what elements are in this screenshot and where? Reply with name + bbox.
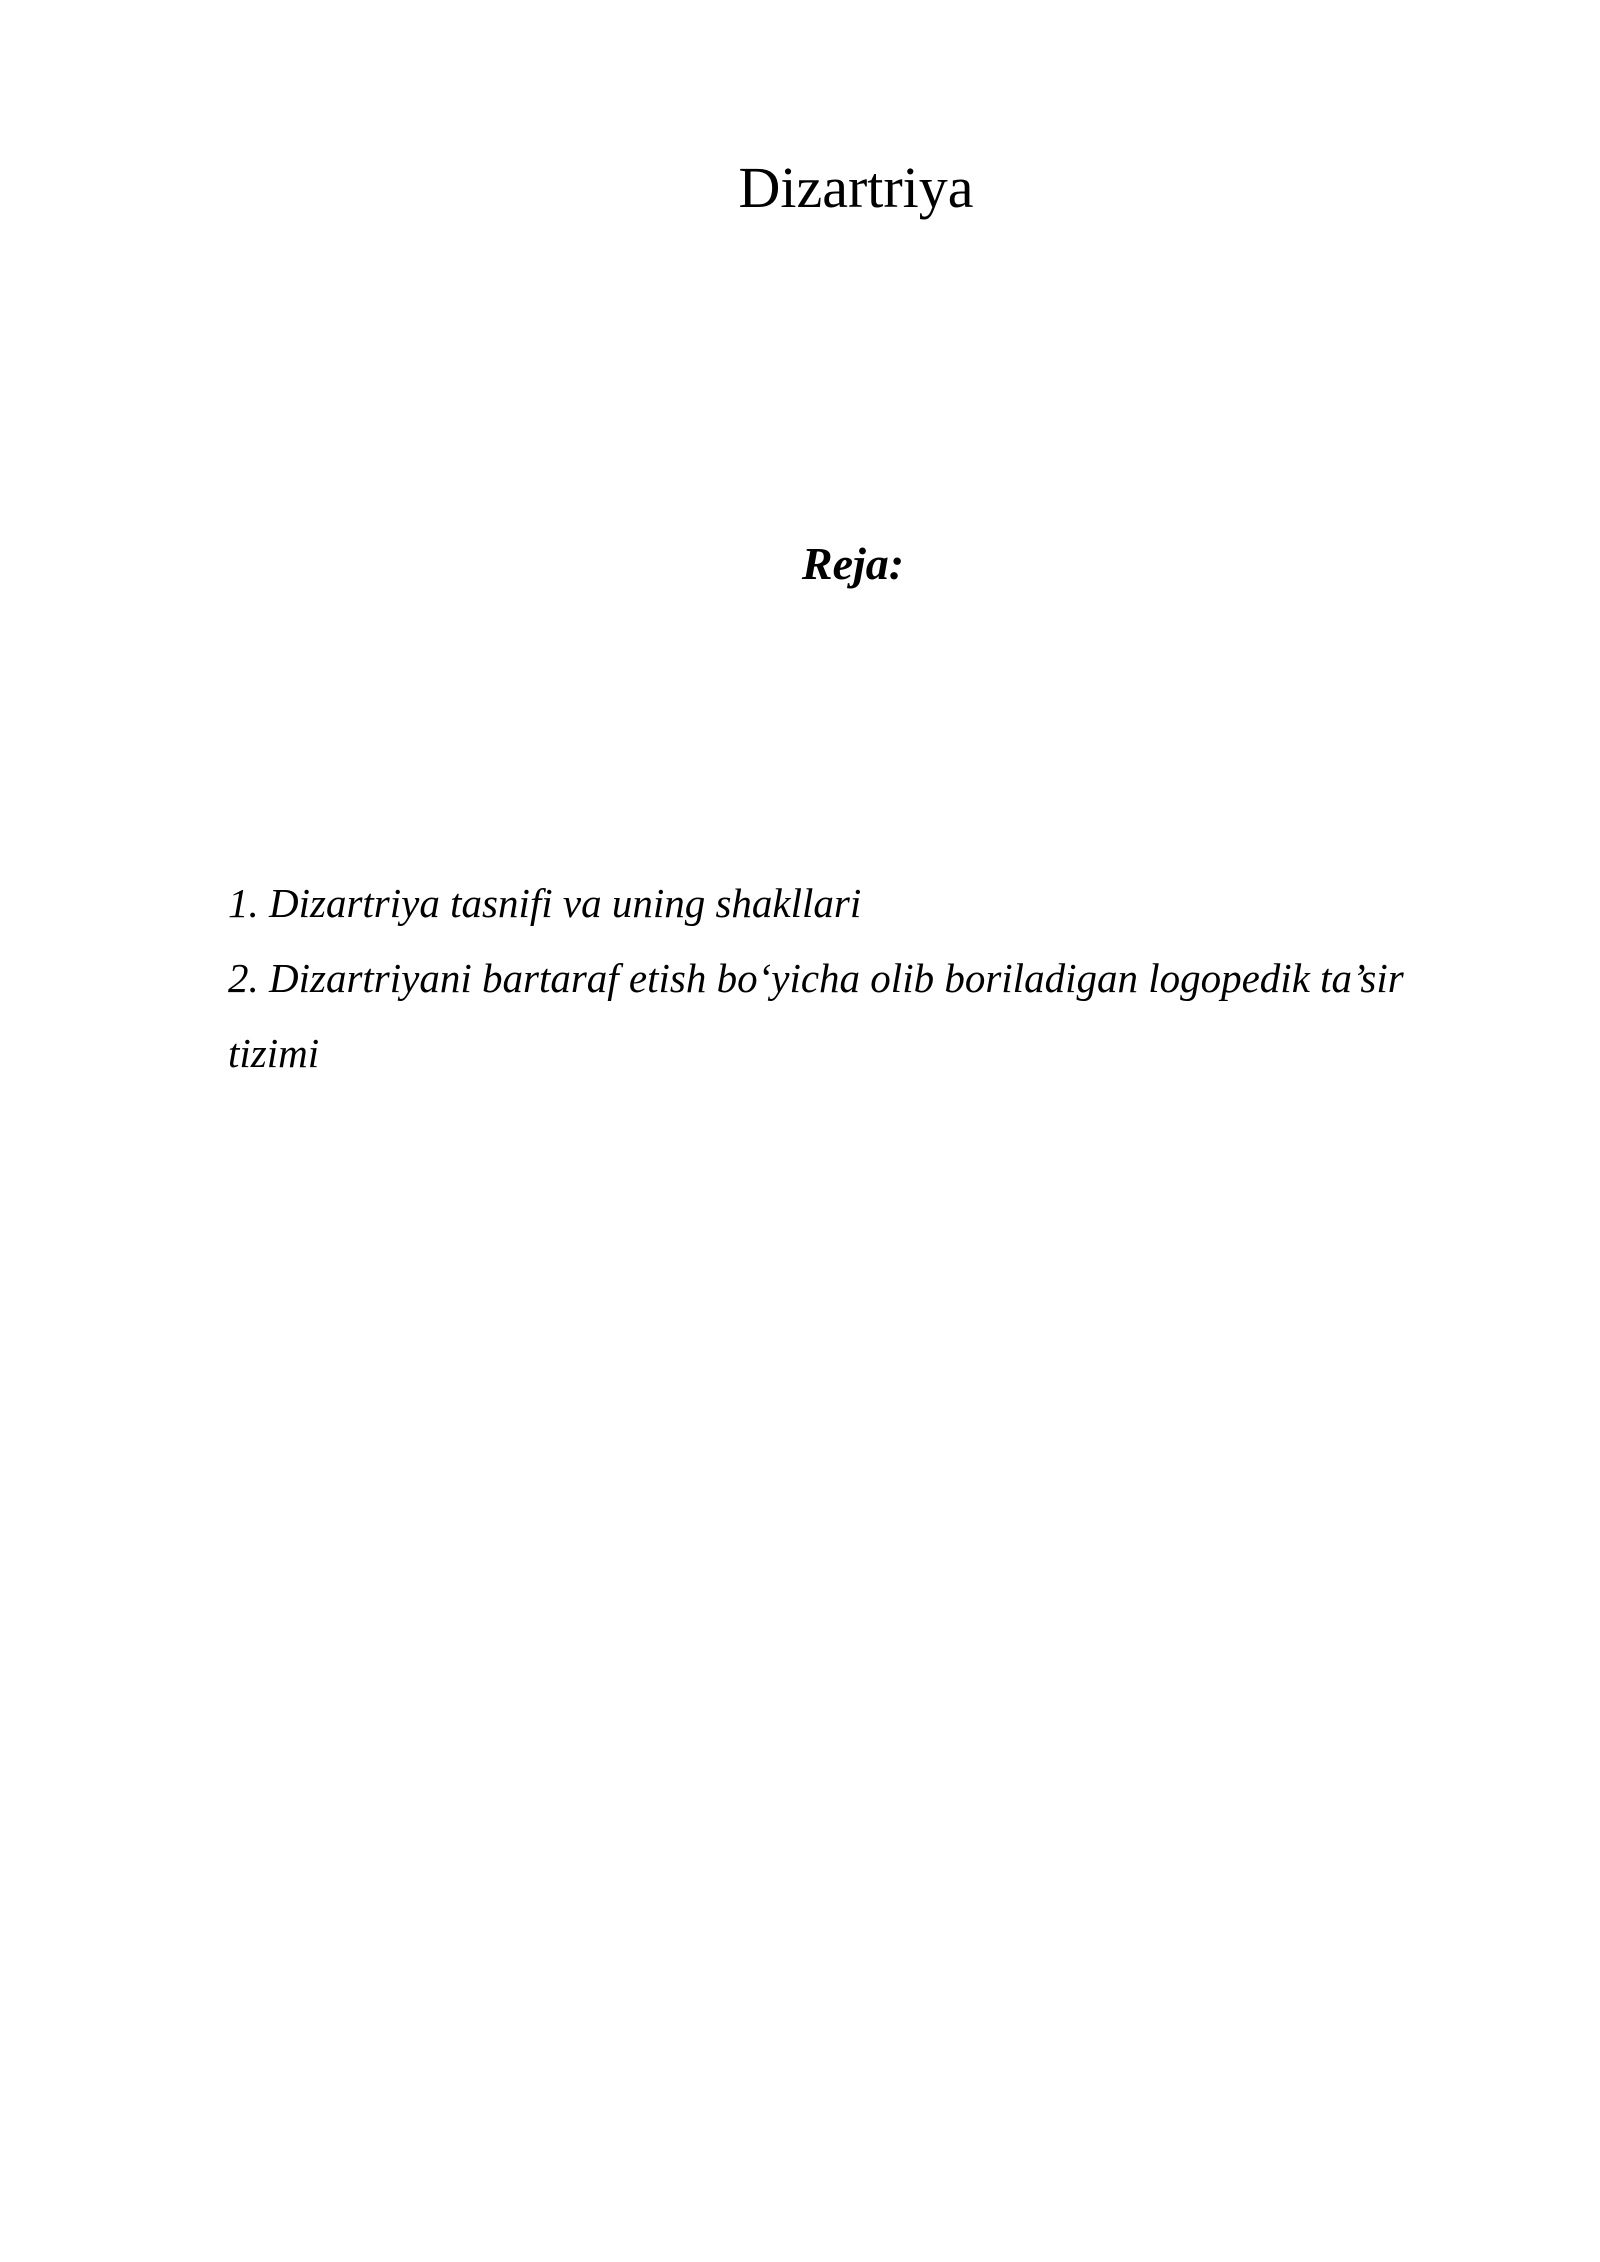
plan-item-1: 1. Dizartriya tasnifi va uning shakllari (228, 880, 862, 926)
plan-heading: Reja: (801, 538, 905, 589)
plan-list (228, 866, 1478, 1091)
document-title: Dizartriya (738, 155, 974, 220)
plan-item-2: 2. Dizartriyani bartaraf etish bo‘yicha olib boriladigan logopedik ta’sir tizimi (228, 955, 1404, 1076)
